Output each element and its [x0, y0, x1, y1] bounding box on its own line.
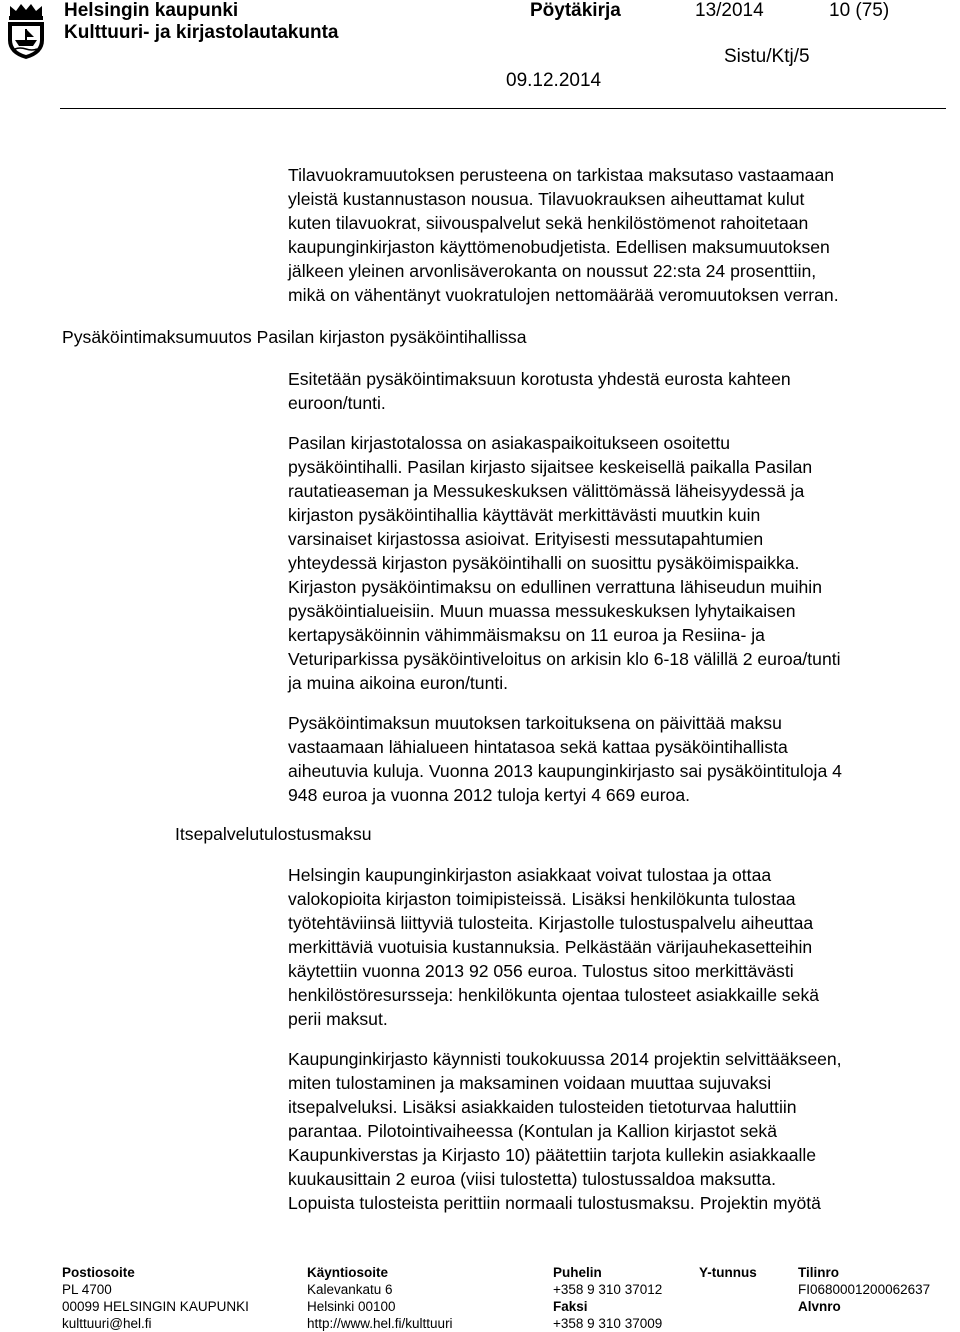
heading-self-service-printing: Itsepalvelutulostusmaksu — [175, 824, 372, 844]
header-divider — [60, 108, 946, 109]
footer-label: Puhelin — [553, 1265, 602, 1280]
reference-code: Sistu/Ktj/5 — [724, 46, 810, 67]
paragraph-rent-change: Tilavuokramuutoksen perusteena on tarkistaa maksutaso vastaamaan yleistä kustannustason nousua. Tilavuokrauksen aiheuttamat kulut kuten tilavuokrat, siivouspalvelut sekä henkilöstömenot rahoitetaan kaupunginkirjaston käyttömenobudjetista. Edellisen maksumuutoksen jälkeen yleinen arvonlisäverokanta on noussut 22:sta 24 prosenttiin, mikä on vähentänyt vuokratulojen nettomäärää veromuutoksen verran. — [288, 165, 839, 305]
footer-text: Kalevankatu 6 — [307, 1282, 393, 1297]
footer-label: Postiosoite — [62, 1265, 135, 1280]
footer-label: Faksi — [553, 1299, 588, 1314]
footer-website-link[interactable]: http://www.hel.fi/kulttuuri — [307, 1316, 453, 1331]
paragraph-printing-project: Kaupunginkirjasto käynnisti toukokuussa 2014 projektin selvittääkseen, miten tulostaminen ja maksaminen voidaan muuttaa sujuvaksi itsepalveluksi. Lisäksi asiakkaiden tulosteiden tietoturvaa haluttiin parantaa. Pilotointivaiheessa (Kontulan ja Kallion kirjastot sekä Kaupunkiverstas ja Kirjasto 10) päätettiin tarjota kullekin asiakkaalle kuukausittain 2 euroa (viisi tulostetta) tulostussaldoa maksutta. Lopuista tulosteista perittiin normaali tulostusmaksu. Projektin myötä — [288, 1049, 842, 1213]
paragraph-parking-purpose: Pysäköintimaksun muutoksen tarkoituksena on päivittää maksu vastaamaan lähialueen hintatasoa sekä kattaa pysäköintihallista aiheutuvia kuluja. Vuonna 2013 kaupunginkirjasto sai pysäköintituloja 4 948 euroa ja vuonna 2012 tuloja kertyi 4 669 euroa. — [288, 713, 842, 805]
board-name: Kulttuuri- ja kirjastolautakunta — [64, 22, 339, 43]
paragraph-printing-costs: Helsingin kaupunginkirjaston asiakkaat voivat tulostaa ja ottaa valokopioita kirjaston toimipisteissä. Lisäksi henkilökunta tulostaa työtehtäviinsä liittyviä tulosteita. Kirjastolle tulostuspalvelu aiheuttaa merkittäviä vuotuisia kustannuksia. Pelkästään värijauhekasetteihin käytettiin vuonna 2013 92 056 euroa. Tulostus sitoo merkittävästi henkilöstöresursseja: henkilökunta ojentaa tulosteet asiakkaille sekä perii maksut. — [288, 865, 820, 1029]
meeting-date: 09.12.2014 — [506, 70, 602, 91]
footer-text: PL 4700 — [62, 1282, 112, 1297]
heading-parking-fee: Pysäköintimaksumuutos Pasilan kirjaston pysäköintihallissa — [62, 327, 527, 347]
footer-account — [798, 1264, 930, 1315]
city-name: Helsingin kaupunki — [64, 0, 239, 21]
footer-business-id — [699, 1264, 757, 1281]
document-type: Pöytäkirja — [530, 0, 621, 21]
paragraph-parking-proposal: Esitetään pysäköintimaksuun korotusta yhdestä eurosta kahteen euroon/tunti. — [288, 369, 791, 413]
footer-text: +358 9 310 37009 — [553, 1316, 663, 1331]
paragraph-parking-hall: Pasilan kirjastotalossa on asiakaspaikoitukseen osoitettu pysäköintihalli. Pasilan kirjasto sijaitsee keskeisellä paikalla Pasilan rautatieaseman ja Messukeskuksen välittömässä läheisyydessä ja kirjaston pysäköintihallia käyttävät merkittävästi muutkin kuin varsinaiset kirjastossa asioivat. Erityisesti messutapahtumien yhteydessä kirjaston pysäköintihalli on suosittu pysäköimispaikka. Kirjaston pysäköintimaksu on edullinen verrattuna lähiseudun muihin pysäköintialueisiin. Muun muassa messukeskuksen lyhytaikaisen kertapysäköinnin vähimmäismaksu on 11 euroa ja Resiina- ja Veturiparkissa pysäköintiveloitus on arkisin klo 6-18 välillä 2 euroa/tunti ja muina aikoina euron/tunti. — [288, 433, 841, 693]
footer-text: Helsinki 00100 — [307, 1299, 396, 1314]
footer-phone — [553, 1264, 662, 1332]
footer-label: Y-tunnus — [699, 1265, 757, 1280]
footer-text: 00099 HELSINGIN KAUPUNKI — [62, 1299, 249, 1314]
footer-postal-address — [62, 1264, 249, 1332]
document-number: 13/2014 — [695, 0, 764, 21]
page-number: 10 (75) — [829, 0, 890, 21]
footer-visiting-address — [307, 1264, 453, 1332]
footer-label: Alvnro — [798, 1299, 841, 1314]
footer-text: +358 9 310 37012 — [553, 1282, 663, 1297]
footer-label: Käyntiosoite — [307, 1265, 389, 1280]
footer-email[interactable]: kulttuuri@hel.fi — [62, 1316, 152, 1331]
footer-text: FI0680001200062637 — [798, 1282, 931, 1297]
footer-label: Tilinro — [798, 1265, 840, 1280]
helsinki-crest-icon — [4, 2, 48, 60]
